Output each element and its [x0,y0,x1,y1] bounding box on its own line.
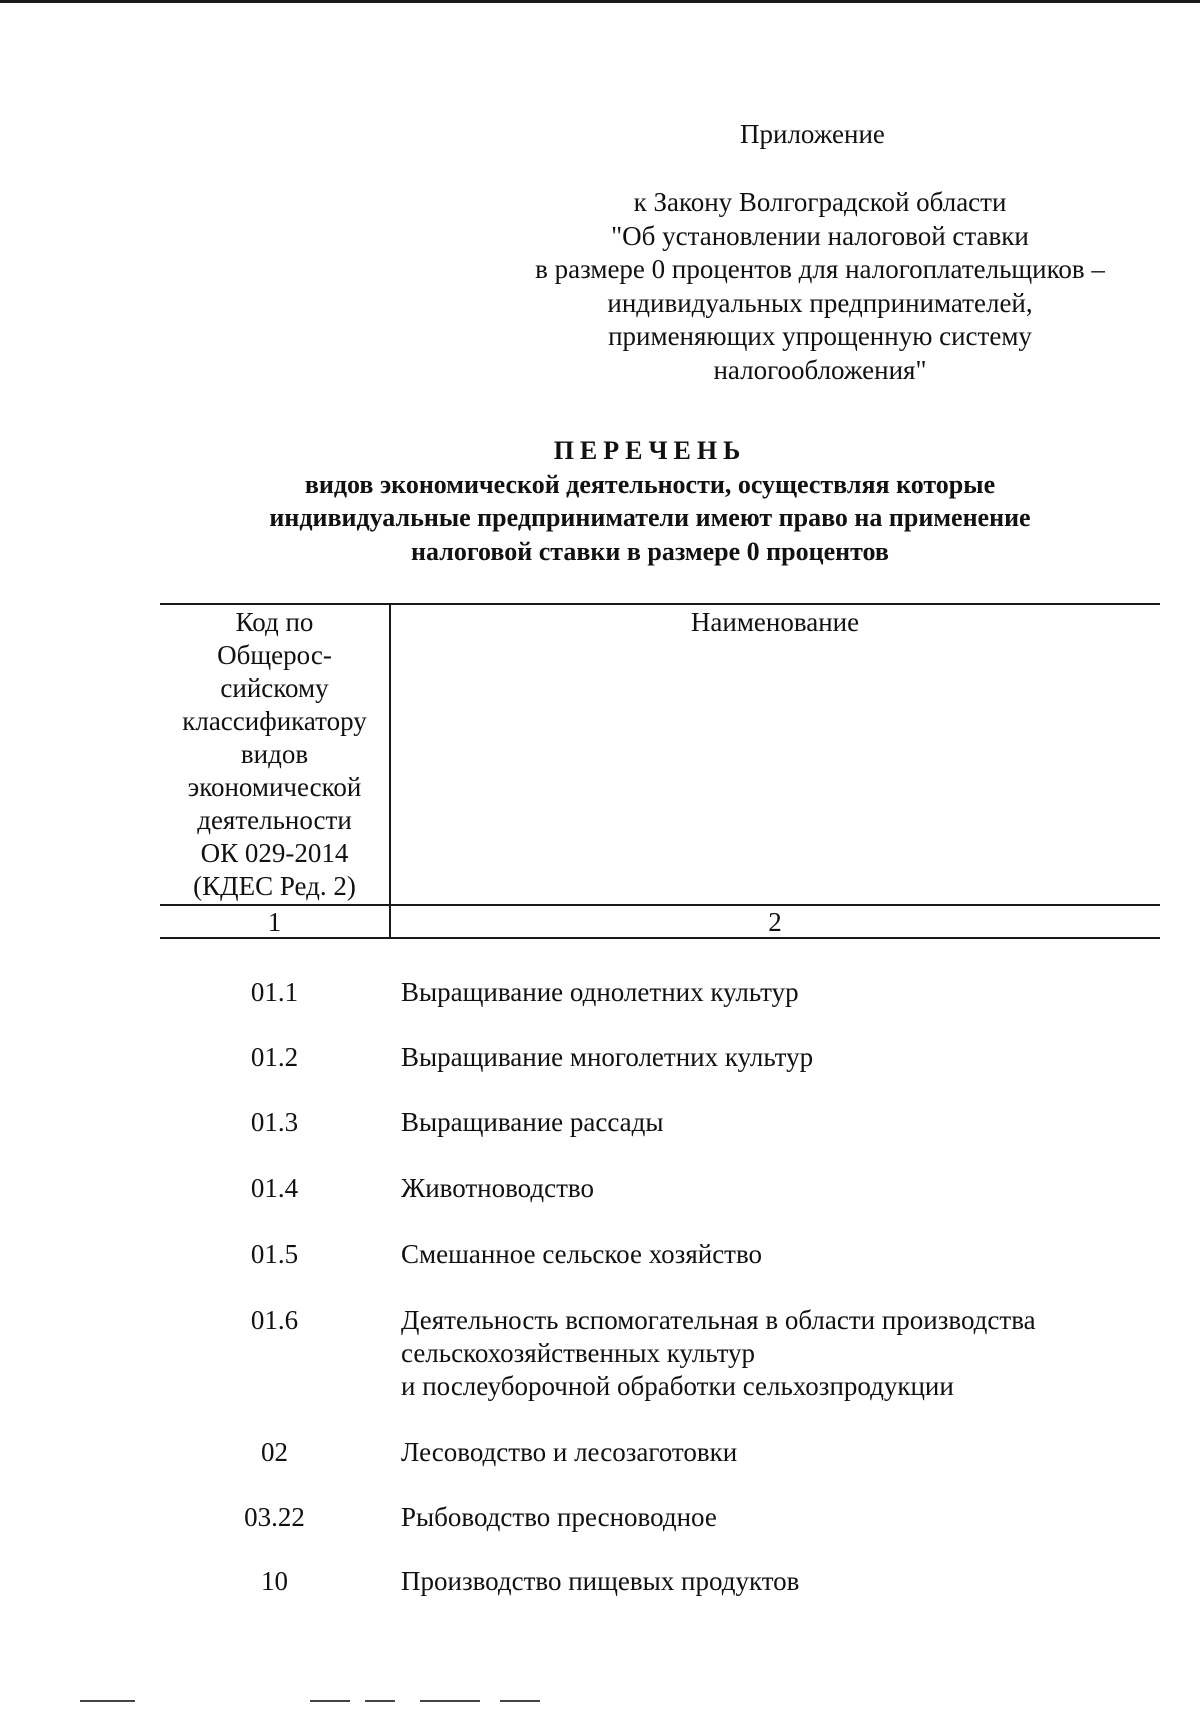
scan-top-border [0,0,1200,3]
row-name-line: Выращивание однолетних культур [401,977,799,1007]
row-name [401,976,1141,1009]
scan-artifact [500,1700,540,1702]
document-subtitle-line: индивидуальные предприниматели имеют право на применение [269,503,1031,532]
row-name [401,1238,1141,1271]
row-code: 01.6 [250,1305,299,1335]
column-header-code-line: (КДЕС Ред. 2) [193,871,356,901]
document-subtitle-line: видов экономической деятельности, осуществляя которые [304,469,996,499]
appendix-reference-line: применяющих упрощенную систему [608,321,1032,351]
row-name [401,1436,1141,1469]
appendix-reference [490,186,1150,387]
row-code: 01.2 [250,1042,299,1072]
row-name-line: Смешанное сельское хозяйство [401,1239,763,1269]
column-number-1: 1 [267,907,282,937]
row-name-line: Животноводство [401,1173,594,1203]
row-name [401,1041,1141,1074]
row-name-line: и послеуборочной обработки сельхозпродукции [401,1371,954,1401]
row-name [401,1304,1141,1403]
appendix-reference-line: в размере 0 процентов для налогоплательщиков – [535,254,1105,284]
appendix-reference-line: "Об установлении налоговой ставки [611,220,1029,251]
row-code: 01.1 [250,977,299,1007]
document-subtitle-line: налоговой ставки в размере 0 процентов [411,536,889,566]
row-code: 01.4 [250,1173,299,1203]
appendix-reference-line: индивидуальных предпринимателей, [607,287,1033,318]
row-code: 10 [261,1566,288,1596]
row-name-line: сельскохозяйственных культур [401,1338,756,1368]
row-name [401,1501,1141,1534]
scan-artifact [80,1700,135,1702]
column-header-code-line: видов [240,739,309,769]
column-header-name: Наименование [690,607,860,637]
scan-artifact [310,1700,350,1702]
row-name [401,1106,1141,1139]
column-header-code-line: Общерос- [217,640,332,670]
row-name-line: Производство пищевых продуктов [401,1566,800,1596]
appendix-label: Приложение [740,119,885,149]
column-header-code-line: Код по [235,607,314,637]
row-code: 02 [261,1437,288,1467]
row-name-line: Лесоводство и лесозаготовки [401,1437,738,1467]
row-name-line: Деятельность вспомогательная в области производства [401,1305,1036,1335]
column-header-code-line: сийскому [220,673,329,703]
appendix-reference-line: налогообложения" [713,354,927,385]
row-name-line: Выращивание рассады [401,1107,664,1137]
row-code: 03.22 [244,1502,305,1532]
column-header-code-line: классификатору [182,706,367,736]
row-name-line: Выращивание многолетних культур [401,1042,814,1072]
row-code: 01.5 [250,1239,299,1269]
table-top-rule [160,603,1160,605]
row-name [401,1172,1141,1205]
row-name [401,1565,1141,1598]
scan-artifact [420,1700,480,1702]
column-header-code [160,606,389,903]
document-heading [150,434,1150,568]
column-header-code-line: ОК 029-2014 [200,838,349,868]
row-name-line: Рыбоводство пресноводное [401,1502,717,1532]
table-column-divider [389,603,391,938]
column-header-code-line: экономической [187,772,362,802]
document-title: ПЕРЕЧЕНЬ [553,436,747,465]
appendix-reference-line: к Закону Волгоградской области [633,187,1007,217]
column-header-code-line: деятельности [197,805,352,835]
row-code: 01.3 [250,1107,299,1137]
scan-artifact [365,1700,395,1702]
column-number-2: 2 [768,907,782,937]
